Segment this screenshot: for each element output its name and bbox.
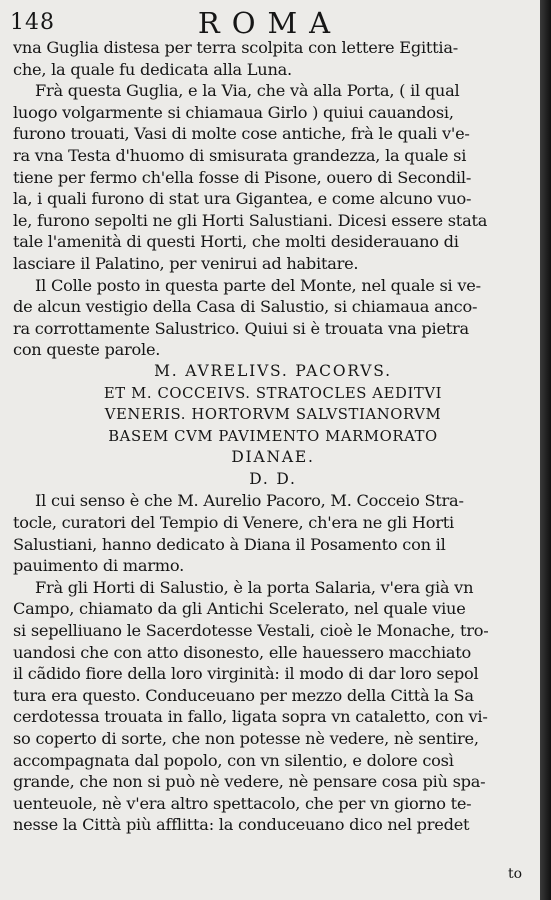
text-line: Il Colle posto in questa parte del Monte, nel quale si ve- — [35, 275, 481, 295]
text-line: ra corrottamente Salustrico. Quiui si è trouata vna pietra — [13, 318, 469, 338]
text-line: Salustiani, hanno dedicato à Diana il Posamento con il — [13, 534, 446, 554]
body-text — [13, 37, 533, 836]
page-header — [0, 6, 540, 40]
text-line: Frà questa Guglia, e la Via, che và alla Porta, ( il qual — [35, 81, 460, 101]
text-line: pauimento di marmo. — [13, 556, 184, 576]
text-line: Campo, chiamato da gli Antichi Scelerato, nel quale viue — [13, 599, 466, 619]
catchword: to — [507, 866, 522, 882]
inscription-line: DIANAE. — [231, 448, 315, 467]
inscription-line: BASEM CVM PAVIMENTO MARMORATO — [108, 427, 438, 445]
text-line: nesse la Città più afflitta: la conduceuano dico nel predet — [13, 815, 470, 835]
text-line: tocle, curatori del Tempio di Venere, ch'era ne gli Horti — [13, 513, 454, 533]
text-line: tale l'amenità di questi Horti, che molti desiderauano di — [13, 232, 459, 252]
page-footer — [0, 866, 540, 890]
inscription-line: ET M. COCCEIVS. STRATOCLES AEDITVI — [103, 384, 443, 402]
text-line: lasciare il Palatino, per venirui ad habitare. — [13, 253, 359, 273]
text-line: accompagnata dal popolo, con vn silentio, e dolore così — [13, 750, 454, 770]
text-line: vna Guglia distesa per terra scolpita con lettere Egittia- — [13, 38, 458, 57]
text-line: so coperto di sorte, che non potesse nè vedere, nè sentire, — [13, 729, 479, 748]
text-line: furono trouati, Vasi di molte cose antiche, frà le quali v'e- — [13, 124, 470, 144]
text-line: grande, che non si può nè vedere, nè pensare cosa più spa- — [13, 772, 486, 792]
text-line: uenteuole, nè v'era altro spettacolo, che per vn giorno te- — [13, 793, 472, 813]
inscription-line: M. AVRELIVS. PACORVS. — [154, 361, 392, 380]
text-line: tura era questo. Conduceuano per mezzo della Città la Sa — [13, 685, 474, 705]
text-line: cerdotessa trouata in fallo, ligata sopra vn cataletto, con vi- — [13, 707, 488, 727]
text-line: uandosi che con atto disonesto, elle hauessero macchiato — [13, 642, 472, 662]
text-line: de alcun vestigio della Casa di Salustio, si chiamaua anco- — [13, 297, 478, 317]
text-line: Il cui senso è che M. Aurelio Pacoro, M. Cocceio Stra- — [35, 491, 464, 511]
text-line: Frà gli Horti di Salustio, è la porta Salaria, v'era già vn — [35, 577, 474, 597]
text-line: luogo volgarmente si chiamaua Girlo ) quiui cauandosi, — [13, 102, 454, 122]
inscription-line: VENERIS. HORTORVM SALVSTIANORVM — [104, 406, 442, 424]
inscription-line: D. D. — [249, 469, 297, 488]
page-number: 148 — [10, 10, 55, 35]
text-line: ra vna Testa d'huomo di smisurata grandezza, la quale si — [13, 145, 467, 165]
text-line: il cãdido fiore della loro virginità: il modo di dar loro sepol — [13, 664, 479, 684]
text-line: che, la quale fu dedicata alla Luna. — [13, 59, 292, 79]
text-line: si sepelliuano le Sacerdotesse Vestali, cioè le Monache, tro- — [13, 621, 489, 641]
running-title: ROMA — [197, 6, 343, 40]
text-line: con queste parole. — [13, 340, 161, 360]
book-gutter — [540, 0, 551, 900]
text-line: le, furono sepolti ne gli Horti Salustiani. Dicesi essere stata — [13, 210, 488, 230]
text-line: tiene per fermo ch'ella fosse di Pisone, ouero di Secondil- — [13, 167, 472, 187]
text-line: la, i quali furono di stat ura Gigantea, e come alcuno vuo- — [13, 189, 472, 209]
